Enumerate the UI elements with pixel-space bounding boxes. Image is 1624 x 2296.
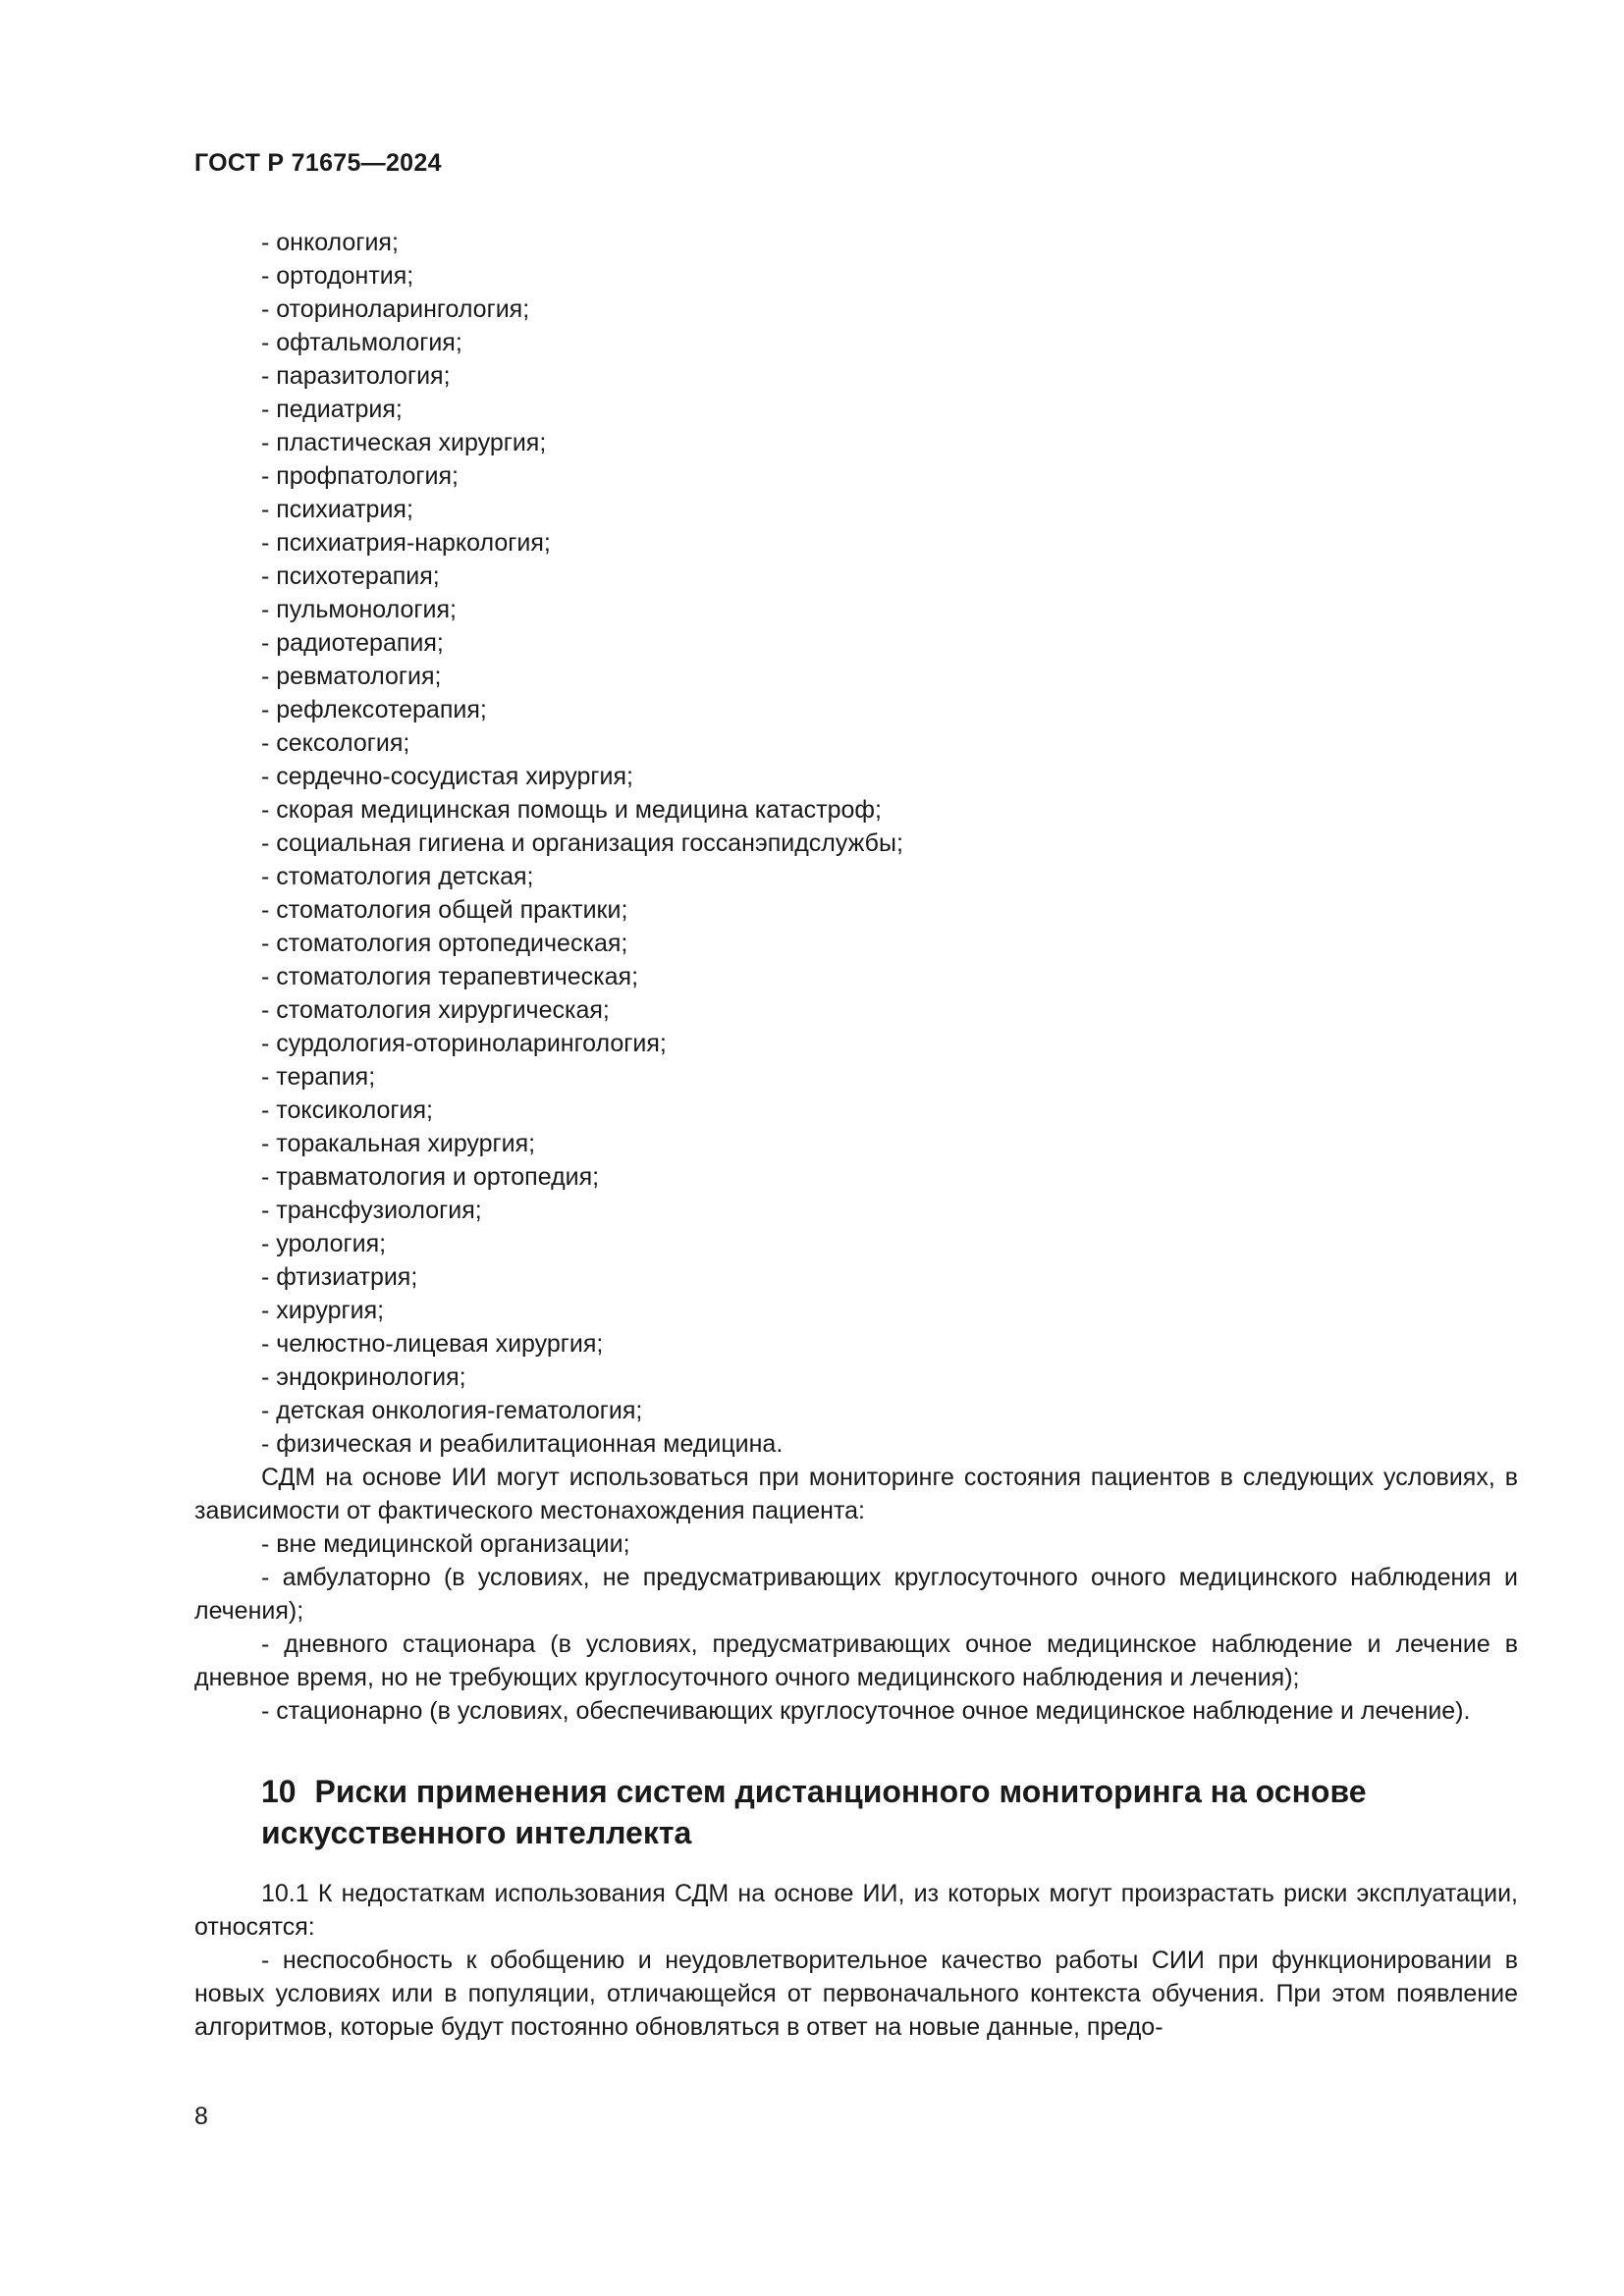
- specialty-item: - терапия;: [261, 1063, 376, 1091]
- specialty-item: - сердечно-сосудистая хирургия;: [261, 763, 633, 790]
- document-header: ГОСТ Р 71675—2024: [194, 149, 442, 177]
- specialty-item: - урология;: [261, 1230, 387, 1257]
- specialty-item: - сурдология-оториноларингология;: [261, 1030, 667, 1057]
- specialty-item: - ревматология;: [261, 663, 442, 690]
- specialty-item: - пластическая хирургия;: [261, 429, 547, 456]
- specialty-item: - детская онкология-гематология;: [261, 1397, 643, 1424]
- specialty-item: - психотерапия;: [261, 562, 440, 590]
- monitoring-intro: СДМ на основе ИИ могут использоваться при мониторинге состояния пациентов в следующих условиях, в зависимости от фактического местонахождения пациента:: [194, 1464, 1518, 1524]
- specialty-item: - рефлексотерапия;: [261, 696, 487, 723]
- specialty-item: - стоматология ортопедическая;: [261, 930, 628, 957]
- section-number: 10: [261, 1774, 297, 1809]
- specialty-item: - скорая медицинская помощь и медицина катастроф;: [261, 796, 882, 824]
- specialty-item: - педиатрия;: [261, 396, 403, 423]
- specialty-item: - токсикология;: [261, 1096, 433, 1124]
- specialty-item: - пульмонология;: [261, 596, 457, 623]
- clause-paragraph: - неспособность к обобщению и неудовлетворительное качество работы СИИ при функционировании в новых условиях или в популяции, отличающейся от первоначального контекста обучения. При этом появление алгоритмов, которые будут постоянно обновляться в ответ на новые данные, предо-: [194, 1947, 1518, 2041]
- specialty-item: - социальная гигиена и организация госсанэпидслужбы;: [261, 829, 903, 857]
- specialty-item: - фтизиатрия;: [261, 1263, 418, 1291]
- monitoring-item: - стационарно (в условиях, обеспечивающих круглосуточное очное медицинское наблюдение и лечение).: [261, 1697, 1471, 1725]
- specialty-item: - психиатрия;: [261, 496, 413, 523]
- specialty-item: - онкология;: [261, 229, 399, 256]
- clause-paragraph: 10.1 К недостаткам использования СДМ на основе ИИ, из которых могут произрастать риски эксплуатации, относятся:: [194, 1880, 1518, 1941]
- page-number: 8: [194, 2103, 208, 2130]
- specialty-item: - челюстно-лицевая хирургия;: [261, 1330, 604, 1358]
- document-body: [194, 226, 1518, 2044]
- monitoring-item: - вне медицинской организации;: [261, 1530, 630, 1558]
- monitoring-item: - амбулаторно (в условиях, не предусматривающих круглосуточного очного медицинского наблюдения и лечения);: [194, 1564, 1518, 1625]
- specialty-item: - эндокринология;: [261, 1363, 466, 1391]
- specialty-item: - торакальная хирургия;: [261, 1130, 536, 1157]
- specialty-item: - паразитология;: [261, 362, 451, 390]
- monitoring-item: - дневного стационара (в условиях, предусматривающих очное медицинское наблюдение и лечение в дневное время, но не требующих круглосуточного очного медицинского наблюдения и лечения);: [194, 1630, 1518, 1691]
- specialty-item: - оториноларингология;: [261, 295, 530, 323]
- specialty-item: - стоматология терапевтическая;: [261, 963, 639, 990]
- specialty-item: - радиотерапия;: [261, 629, 444, 657]
- specialty-item: - трансфузиология;: [261, 1197, 482, 1224]
- specialty-item: - ортодонтия;: [261, 262, 414, 290]
- specialty-item: - стоматология детская;: [261, 863, 534, 890]
- specialty-item: - сексология;: [261, 729, 410, 757]
- specialty-item: - травматология и ортопедия;: [261, 1163, 600, 1191]
- specialty-item: - психиатрия-наркология;: [261, 529, 551, 557]
- specialty-item: - хирургия;: [261, 1297, 385, 1324]
- specialty-item: - профпатология;: [261, 462, 459, 490]
- specialty-item: - стоматология общей практики;: [261, 896, 628, 924]
- specialty-item: - стоматология хирургическая;: [261, 996, 610, 1024]
- section-heading: [261, 1771, 1518, 1853]
- specialty-list: [194, 226, 1518, 1461]
- specialty-item: - физическая и реабилитационная медицина.: [261, 1430, 784, 1458]
- section-title: Риски применения систем дистанционного мониторинга на основе искусственного интеллекта: [261, 1774, 1367, 1850]
- specialty-item: - офтальмология;: [261, 329, 462, 356]
